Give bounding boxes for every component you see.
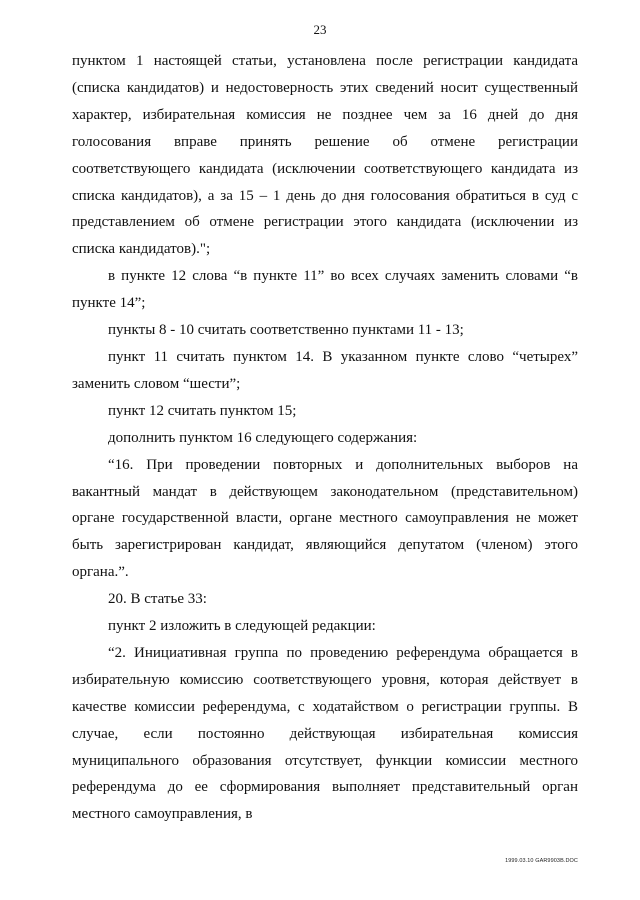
paragraph-renumber-items-8-10: пункты 8 - 10 считать соответственно пунктами 11 - 13; <box>108 322 464 339</box>
paragraph-item-2-text: “2. Инициативная группа по проведению референдума обращается в избирательную комиссию соответствующего уровня, которая действует в качестве комиссии референдума, с ходатайством о регистрации группы. В случае, если постоянно действующая избирательная комиссия муниципального образования отсутствует, функции комиссии местного референдума до ее сформирования выполняет представительный орган местного самоуправления, в <box>72 644 578 823</box>
document-body <box>72 48 578 828</box>
paragraph-amendment-item-12: в пункте 12 слова “в пункте 11” во всех случаях заменить словами “в пункте 14”; <box>72 268 578 312</box>
paragraph-item-16-text: “16. При проведении повторных и дополнительных выборов на вакантный мандат в действующем законодательном (представительном) органе государственной власти, органе местного самоуправления не может быть зарегистрирован кандидат, являющийся депутатом (членом) этого органа.”. <box>72 456 578 581</box>
page-number: 23 <box>313 22 327 37</box>
paragraph-renumber-item-11: пункт 11 считать пунктом 14. В указанном пункте слово “четырех” заменить словом “шести”; <box>72 348 578 392</box>
paragraph-continuation: пунктом 1 настоящей статьи, установлена после регистрации кандидата (списка кандидатов) и недостоверность этих сведений носит существенный характер, избирательная комиссия не позднее чем за 16 дней до дня голосования вправе принять решение об отмене регистрации соответствующего кандидата (исключении соответствующего кандидата из списка кандидатов), а за 15 – 1 день до дня голосования обратиться в суд с представлением об отмене регистрации этого кандидата (исключении из списка кандидатов)."; <box>72 53 578 258</box>
paragraph-item-2-instruction: пункт 2 изложить в следующей редакции: <box>108 618 376 635</box>
footer-file-code: 1999.03.10 GAR9903B.DOC <box>505 858 578 864</box>
paragraph-article-33-heading: 20. В статье 33: <box>108 591 207 608</box>
paragraph-renumber-item-12: пункт 12 считать пунктом 15; <box>108 402 297 419</box>
paragraph-add-item-16: дополнить пунктом 16 следующего содержания: <box>108 429 418 446</box>
